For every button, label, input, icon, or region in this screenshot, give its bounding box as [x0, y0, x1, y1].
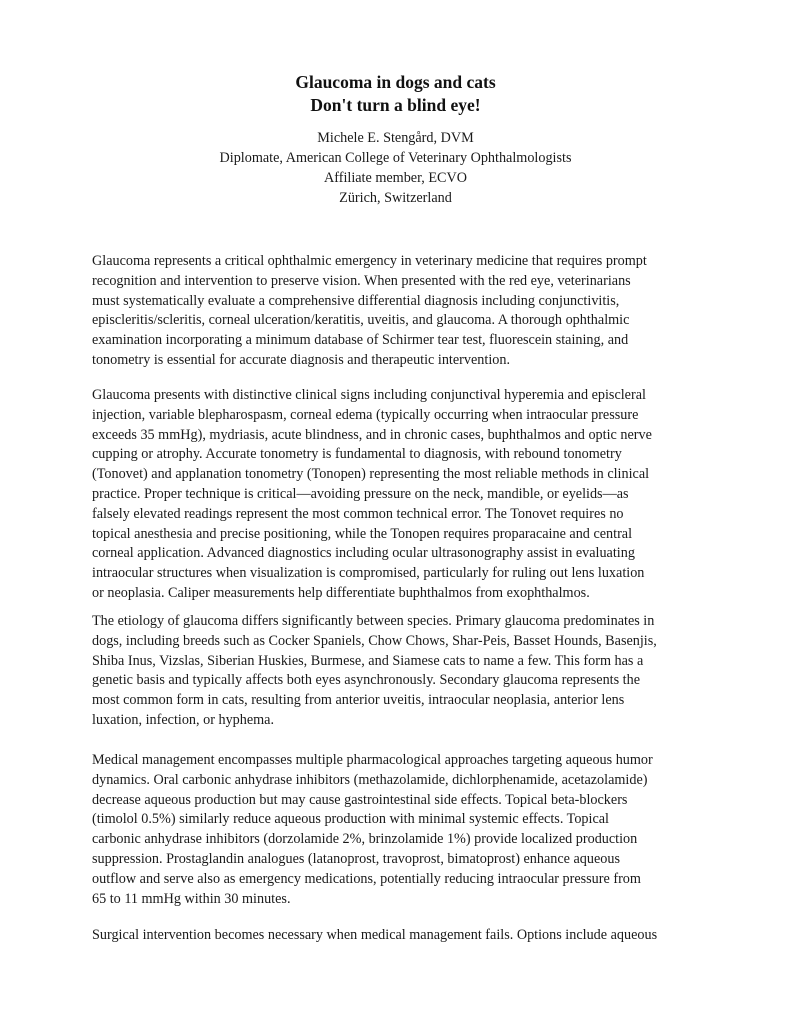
- text-line: suppression. Prostaglandin analogues (latanoprost, travoprost, bimatoprost) enhance aqueous: [92, 850, 620, 867]
- author-info: [0, 128, 791, 208]
- paragraph-text: [92, 252, 732, 371]
- paragraph-clinical-signs: [92, 386, 732, 604]
- text-line: Medical management encompasses multiple pharmacological approaches targeting aqueous humor: [92, 752, 653, 768]
- title-line-2-subtitle: Don't turn a blind eye!: [310, 95, 481, 115]
- author-name: Michele E. Stengård, DVM: [317, 130, 474, 146]
- text-line: dogs, including breeds such as Cocker Spaniels, Chow Chows, Shar-Peis, Basset Hounds, Basenjis,: [92, 632, 657, 649]
- text-line: genetic basis and typically affects both eyes asynchronously. Secondary glaucoma represents the: [92, 672, 641, 689]
- text-line: carbonic anhydrase inhibitors (dorzolamide 2%, brinzolamide 1%) provide localized production: [92, 831, 638, 848]
- paragraph-text: [92, 612, 732, 731]
- text-line: (timolol 0.5%) similarly reduce aqueous production with minimal systemic effects. Topical: [92, 811, 609, 828]
- author-affiliation: Affiliate member, ECVO: [324, 170, 467, 186]
- text-line: The etiology of glaucoma differs significantly between species. Primary glaucoma predominates in: [92, 613, 655, 629]
- text-line: examination incorporating a minimum database of Schirmer tear test, fluorescein staining, and: [92, 332, 629, 349]
- text-line: Shiba Inus, Vizslas, Siberian Huskies, Burmese, and Siamese cats to name a few. This form has a: [92, 652, 644, 669]
- paragraph-text: [92, 386, 732, 604]
- document-title: [0, 71, 791, 117]
- text-line: must systematically evaluate a comprehensive differential diagnosis including conjunctivitis,: [92, 292, 620, 309]
- paragraph-etiology: [92, 612, 732, 731]
- author-location: Zürich, Switzerland: [339, 190, 452, 206]
- text-line: intraocular structures when visualization is compromised, particularly for ruling out lens luxation: [92, 565, 645, 582]
- text-line: Surgical intervention becomes necessary when medical management fails. Options include aqueous: [92, 927, 658, 943]
- text-line: or neoplasia. Caliper measurements help differentiate buphthalmos from exophthalmos.: [92, 584, 590, 601]
- text-line: decrease aqueous production but may cause gastrointestinal side effects. Topical beta-blockers: [92, 791, 628, 808]
- text-line: (Tonovet) and applanation tonometry (Tonopen) representing the most reliable methods in clinical: [92, 466, 650, 483]
- text-line: 65 to 11 mmHg within 30 minutes.: [92, 890, 291, 907]
- paragraph-medical-management: [92, 751, 732, 909]
- text-line: episcleritis/scleritis, corneal ulceration/keratitis, uveitis, and glaucoma. A thorough ophthalmic: [92, 312, 630, 329]
- text-line: recognition and intervention to preserve vision. When presented with the red eye, veterinarians: [92, 272, 631, 289]
- text-line: corneal application. Advanced diagnostics including ocular ultrasonography assist in evaluating: [92, 545, 635, 562]
- text-line: most common form in cats, resulting from anterior uveitis, intraocular neoplasia, anterior lens: [92, 692, 625, 709]
- text-line: exceeds 35 mmHg), mydriasis, acute blindness, and in chronic cases, buphthalmos and optic nerve: [92, 426, 652, 443]
- text-line: luxation, infection, or hyphema.: [92, 711, 275, 728]
- text-line: dynamics. Oral carbonic anhydrase inhibitors (methazolamide, dichlorphenamide, acetazolamide): [92, 771, 648, 788]
- paragraph-surgical-intervention: [92, 926, 732, 946]
- paragraph-text: [92, 926, 732, 946]
- paragraph-introduction: [92, 252, 732, 371]
- text-line: falsely elevated readings represent the most common technical error. The Tonovet requires no: [92, 505, 624, 522]
- text-line: Glaucoma represents a critical ophthalmic emergency in veterinary medicine that requires prompt: [92, 253, 647, 269]
- text-line: injection, variable blepharospasm, corneal edema (typically occurring when intraocular pressure: [92, 406, 639, 423]
- text-line: practice. Proper technique is critical—avoiding pressure on the neck, mandible, or eyelids—as: [92, 485, 629, 502]
- paragraph-text: [92, 751, 732, 909]
- text-line: tonometry is essential for accurate diagnosis and therapeutic intervention.: [92, 351, 510, 368]
- text-line: Glaucoma presents with distinctive clinical signs including conjunctival hyperemia and episcleral: [92, 387, 646, 403]
- title-line-1: Glaucoma in dogs and cats: [295, 72, 496, 92]
- text-line: cupping or atrophy. Accurate tonometry is fundamental to diagnosis, with rebound tonometry: [92, 446, 622, 463]
- text-line: topical anesthesia and precise positioning, while the Tonopen requires proparacaine and central: [92, 525, 633, 542]
- author-credential: Diplomate, American College of Veterinary Ophthalmologists: [219, 150, 572, 166]
- text-line: outflow and serve also as emergency medications, potentially reducing intraocular pressure from: [92, 870, 641, 887]
